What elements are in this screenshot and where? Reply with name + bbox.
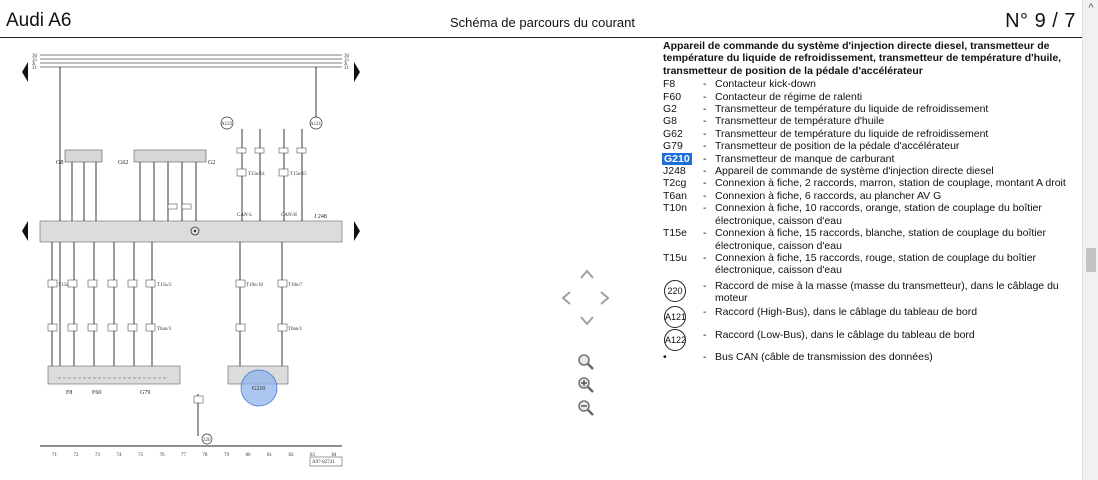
track-number: 80 bbox=[245, 453, 251, 458]
legend-desc: Appareil de commande de système d'injection directe diesel bbox=[715, 165, 994, 178]
legend-item-220: 220 - Raccord de mise à la masse (masse du transmetteur), dans le câblage du moteur bbox=[663, 280, 1078, 305]
legend-item-g2: G2 - Transmetteur de température du liquide de refroidissement bbox=[663, 103, 1078, 115]
chevron-up-icon[interactable] bbox=[578, 267, 596, 281]
svg-text:X: X bbox=[344, 62, 348, 67]
legend-item-t10n: T10n - Connexion à fiche, 10 raccords, orange, station de couplage du boîtier électronique, caisson d'eau bbox=[663, 202, 1078, 227]
track-numbers bbox=[52, 453, 337, 458]
zoom-in-icon[interactable] bbox=[577, 376, 595, 394]
legend-desc: Raccord (High-Bus), dans le câblage du tableau de bord bbox=[715, 305, 978, 318]
label-220: 220 bbox=[203, 438, 211, 443]
track-number: 84 bbox=[331, 453, 337, 458]
svg-text:30: 30 bbox=[32, 54, 37, 59]
chevron-down-icon[interactable] bbox=[578, 314, 596, 328]
legend-code: T15u bbox=[663, 251, 687, 264]
legend-code: • bbox=[663, 350, 667, 363]
legend-item-g62: G62 - Transmetteur de température du liquide de refroidissement bbox=[663, 128, 1078, 140]
diagram-next-arrow-mid[interactable] bbox=[354, 221, 360, 241]
legend-code: J248 bbox=[663, 165, 686, 178]
track-number: 78 bbox=[202, 453, 208, 458]
page-header bbox=[0, 0, 1082, 38]
label-j248: J 248 bbox=[314, 214, 327, 220]
legend-code bbox=[663, 153, 703, 165]
legend-code: T10n bbox=[663, 202, 687, 215]
label-t15e-14: T15e/14 bbox=[248, 172, 265, 177]
track-number: 72 bbox=[73, 453, 79, 458]
ground-point-icon: A122 bbox=[664, 329, 686, 351]
track-number: 71 bbox=[52, 453, 57, 458]
legend-code: T15e bbox=[663, 227, 687, 240]
track-number: 82 bbox=[288, 453, 294, 458]
legend-item-t15e: T15e - Connexion à fiche, 15 raccords, blanche, station de couplage du boîtier électronique, caisson d'eau bbox=[663, 227, 1078, 252]
legend-code: T6an bbox=[663, 189, 687, 202]
diagram-prev-arrow-mid[interactable] bbox=[22, 221, 28, 241]
svg-text:X: X bbox=[32, 62, 36, 67]
track-number: 81 bbox=[267, 453, 272, 458]
chevron-right-icon[interactable] bbox=[598, 289, 612, 307]
label-g62: G62 bbox=[118, 160, 129, 166]
legend-desc: Connexion à fiche, 15 raccords, rouge, station de couplage du boîtier électronique, caisson d'eau bbox=[715, 251, 1037, 277]
legend-code: G8 bbox=[663, 115, 678, 128]
label-can-h: CAN-H bbox=[281, 213, 297, 218]
legend-desc: Transmetteur de manque de carburant bbox=[715, 152, 895, 165]
legend-desc: Contacteur de régime de ralenti bbox=[715, 90, 863, 103]
legend-item-f8: F8 - Contacteur kick-down bbox=[663, 78, 1078, 90]
zoom-out-icon[interactable] bbox=[577, 399, 595, 417]
legend-item-t2cg: T2cg - Connexion à fiche, 2 raccords, marron, station de couplage, montant A droit bbox=[663, 177, 1078, 189]
legend-desc: Connexion à fiche, 6 raccords, au plancher AV G bbox=[715, 189, 942, 202]
legend-desc: Connexion à fiche, 15 raccords, blanche, station de couplage du boîtier électronique, caisson d'eau bbox=[715, 227, 1046, 252]
label-g79: G79 bbox=[140, 390, 151, 396]
legend-desc: Raccord de mise à la masse (masse du transmetteur), dans le câblage du moteur bbox=[715, 279, 1059, 305]
legend-item-a122: A122 - Raccord (Low-Bus), dans le câblage du tableau de bord bbox=[663, 329, 1078, 351]
chevron-left-icon[interactable] bbox=[559, 289, 573, 307]
legend-desc: Raccord (Low-Bus), dans le câblage du tableau de bord bbox=[715, 328, 975, 341]
legend-desc: Transmetteur de température du liquide de refroidissement bbox=[715, 127, 989, 140]
legend-desc: Connexion à fiche, 2 raccords, marron, station de couplage, montant A droit bbox=[715, 177, 1066, 190]
label-t10n-10: T10n/10 bbox=[246, 283, 263, 288]
legend-desc: Transmetteur de position de la pédale d'accélérateur bbox=[715, 140, 960, 153]
legend-item-a121: A121 - Raccord (High-Bus), dans le câblage du tableau de bord bbox=[663, 306, 1078, 328]
track-number: 83 bbox=[310, 453, 315, 458]
legend-item-t6an: T6an - Connexion à fiche, 6 raccords, au plancher AV G bbox=[663, 190, 1078, 202]
label-can-l: CAN-L bbox=[237, 213, 253, 218]
legend-item-g8: G8 - Transmetteur de température d'huile bbox=[663, 115, 1078, 127]
page-title: Schéma de parcours du courant bbox=[450, 15, 635, 30]
vertical-scrollbar[interactable] bbox=[1082, 0, 1098, 480]
label-t6an-1: T6an/1 bbox=[288, 327, 303, 332]
label-f60: F60 bbox=[92, 390, 102, 396]
svg-text:31: 31 bbox=[344, 66, 349, 71]
scroll-thumb[interactable] bbox=[1086, 248, 1096, 272]
magnifier-icon[interactable] bbox=[577, 353, 595, 371]
component-legend bbox=[663, 40, 1078, 363]
label-f8: F8 bbox=[66, 390, 73, 396]
svg-text:15: 15 bbox=[32, 58, 37, 63]
legend-item-f60: F60 - Contacteur de régime de ralenti bbox=[663, 91, 1078, 103]
diagram-prev-arrow-top[interactable] bbox=[22, 62, 28, 82]
legend-code: G79 bbox=[663, 140, 683, 153]
track-number: 74 bbox=[116, 453, 122, 458]
svg-text:15: 15 bbox=[344, 58, 349, 63]
svg-text:30: 30 bbox=[344, 54, 349, 59]
diagram-ref-code: A97-82741 bbox=[312, 460, 335, 465]
label-t15e-15: T15e/15 bbox=[290, 172, 307, 177]
label-a122-top: A122 bbox=[221, 122, 233, 127]
legend-item-g79: G79 - Transmetteur de position de la pédale d'accélérateur bbox=[663, 140, 1078, 152]
scroll-up-icon[interactable]: ^ bbox=[1088, 2, 1094, 14]
track-number: 76 bbox=[159, 453, 165, 458]
legend-desc: Transmetteur de température d'huile bbox=[715, 115, 885, 128]
label-t6an-3: T6an/3 bbox=[157, 327, 172, 332]
track-number: 75 bbox=[138, 453, 143, 458]
legend-code: F8 bbox=[663, 78, 676, 91]
label-t10n-7: T10n/7 bbox=[288, 283, 303, 288]
legend-desc: Transmetteur de température du liquide de refroidissement bbox=[715, 103, 989, 116]
legend-desc: Connexion à fiche, 10 raccords, orange, station de couplage du boîtier électronique, caisson d'eau bbox=[715, 202, 1042, 227]
legend-title: Appareil de commande du système d'injection directe diesel, transmetteur de température du liquide de refroidissement, transmetteur de température d'huile, transmetteur de position de la pédale d'accélérateur bbox=[663, 40, 1062, 77]
ground-point-icon: A121 bbox=[664, 306, 686, 328]
track-number: 79 bbox=[224, 453, 229, 458]
wiring-diagram-svg bbox=[18, 44, 370, 474]
legend-item-t15u: T15u - Connexion à fiche, 15 raccords, rouge, station de couplage du boîtier électronique, caisson d'eau bbox=[663, 252, 1078, 277]
legend-desc: Contacteur kick-down bbox=[715, 78, 816, 91]
label-a121-top: A121 bbox=[310, 122, 322, 127]
label-g8: G8 bbox=[56, 160, 64, 166]
legend-code: F60 bbox=[663, 90, 682, 103]
track-number: 73 bbox=[95, 453, 100, 458]
legend-item-bus: • - Bus CAN (câble de transmission des données) bbox=[663, 351, 1078, 363]
app-title: Audi A6 bbox=[6, 10, 72, 31]
legend-desc: Bus CAN (câble de transmission des données) bbox=[715, 350, 933, 363]
svg-text:31: 31 bbox=[32, 66, 37, 71]
legend-code: T2cg bbox=[663, 177, 687, 190]
legend-circle-items bbox=[663, 280, 1078, 351]
legend-item-j248: J248 - Appareil de commande de système d'injection directe diesel bbox=[663, 165, 1078, 177]
page-number: N° 9 / 7 bbox=[1005, 10, 1076, 32]
label-t15u-b: T15u/2 bbox=[157, 283, 172, 288]
wiring-diagram[interactable] bbox=[18, 44, 370, 474]
label-g210: G210 bbox=[252, 386, 266, 392]
legend-code: G2 bbox=[663, 103, 678, 116]
legend-item-g210: G210 - Transmetteur de manque de carburant bbox=[663, 153, 1078, 165]
legend-code: G62 bbox=[663, 127, 683, 140]
ground-point-icon: 220 bbox=[664, 280, 686, 302]
legend-items bbox=[663, 78, 1078, 277]
diagram-next-arrow-top[interactable] bbox=[354, 62, 360, 82]
highlighted-code-g210: G210 bbox=[664, 152, 690, 165]
label-t15u-a: T15u bbox=[58, 283, 69, 288]
label-g2: G2 bbox=[208, 160, 216, 166]
track-number: 77 bbox=[181, 453, 186, 458]
